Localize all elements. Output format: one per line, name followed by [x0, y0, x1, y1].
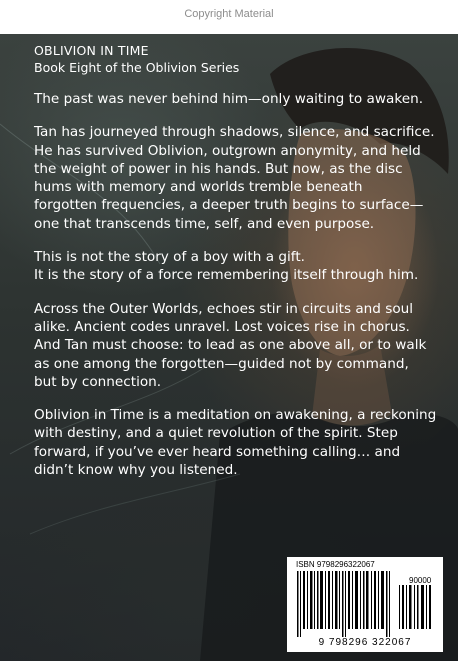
- book-title: OBLIVION IN TIME: [34, 43, 149, 58]
- viewer-header: [0, 0, 458, 34]
- back-cover-text: [34, 42, 444, 479]
- copyright-caption: Copyright Material: [184, 8, 274, 20]
- blurb-tagline: The past was never behind him—only waiting to awaken.: [34, 91, 424, 107]
- price-code: 90000: [409, 576, 432, 585]
- isbn-barcode: [287, 557, 443, 652]
- blurb-paragraph: Across the Outer Worlds, echoes stir in circuits and soul alike. Ancient codes unravel. Lost voices rise in chorus. And Tan must choose: to lead as one above all, or to walk as one among the forgotten—guided not by command, but by connection.: [34, 300, 427, 390]
- blurb-paragraph: Tan has journeyed through shadows, silence, and sacrifice. He has survived Oblivion, outgrown anonymity, and held the weight of power in his hands. But now, as the disc hums with memory and worlds tremble beneath forgotten frequencies, a deeper truth begins to surface— one that transcends time, self, and even purpose.: [34, 124, 435, 232]
- blurb-paragraph: Oblivion in Time is a meditation on awakening, a reckoning with destiny, and a quiet revolution of the spirit. Step forward, if you’ve ever heard something calling… and didn’t know why you listened.: [34, 407, 437, 479]
- book-subtitle: Book Eight of the Oblivion Series: [34, 60, 240, 75]
- isbn-label: ISBN 9798296322067: [296, 560, 375, 569]
- back-cover: [0, 34, 458, 661]
- barcode-digits: 9 798296 322067: [318, 637, 412, 648]
- blurb-paragraph: This is not the story of a boy with a gift. It is the story of a force remembering itself through him.: [34, 249, 419, 284]
